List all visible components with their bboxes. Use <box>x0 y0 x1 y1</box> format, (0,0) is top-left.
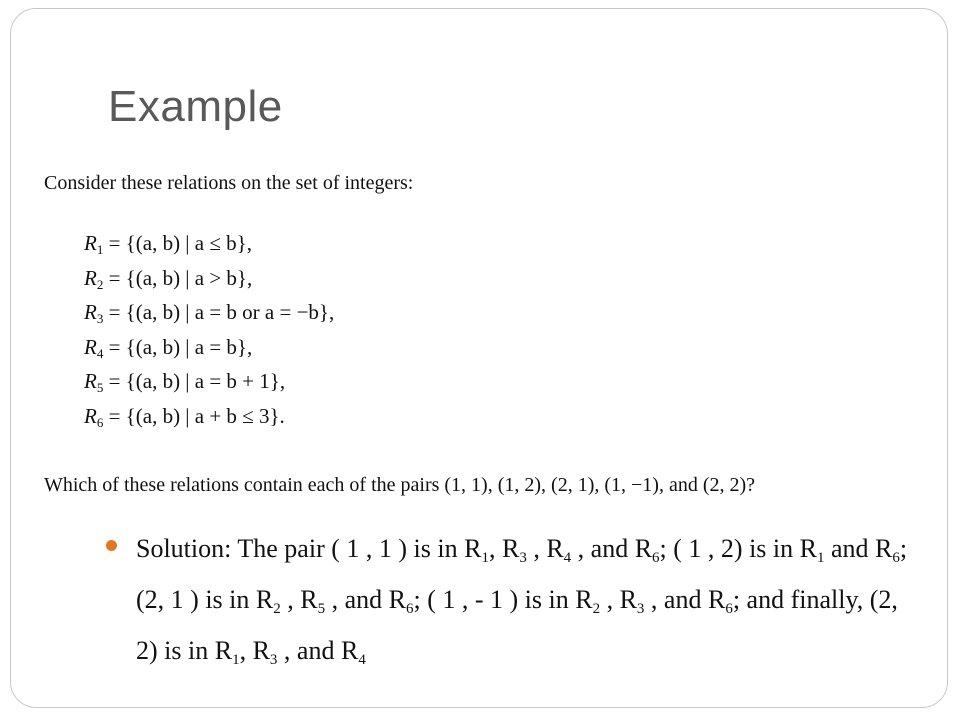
relation-r6: $R_6 = \{(a$, b) | a + b ≤ 3}. <box>84 403 285 430</box>
relation-r5: $R_5 = \{(a$, b) | a = b + 1}, <box>84 369 286 396</box>
relation-r3: $R_3 = \{(a$, b) | a = b or a = −b}, <box>84 300 335 327</box>
question-text: Which of these relations contain each of the pairs (1, 1), (1, 2), (2, 1), (1, −1), and (2, 2)? <box>44 474 756 496</box>
relations-list <box>84 226 334 434</box>
relation-r4: $R_4 = \{(a$, b) | a = b}, <box>84 334 253 361</box>
intro-text: Consider these relations on the set of integers: <box>44 172 414 194</box>
relation-r2: $R_2 = \{(a$, b) | a > b}, <box>84 265 253 292</box>
solution-text: Solution: The pair ( 1 , 1 ) is in $R_1$, $R_3$ , $R_4$ , and $R_6$; ( 1 , 2) is in $R_1$ and $R_6$; (2, 1 ) is in $R_2$ , $R_5$ , and $R_6$; ( 1 , - 1 ) is in $R_2$ , $R_3$ , and $R_6$; and finally, (2, 2) is in $R_1$, $R_3$ , and $R_4$ <box>136 534 908 668</box>
bullet-icon <box>106 540 117 551</box>
slide-title: Example <box>108 82 283 131</box>
relation-r1: $R_1 = \{(a$, b) | a ≤ b}, <box>84 231 252 257</box>
